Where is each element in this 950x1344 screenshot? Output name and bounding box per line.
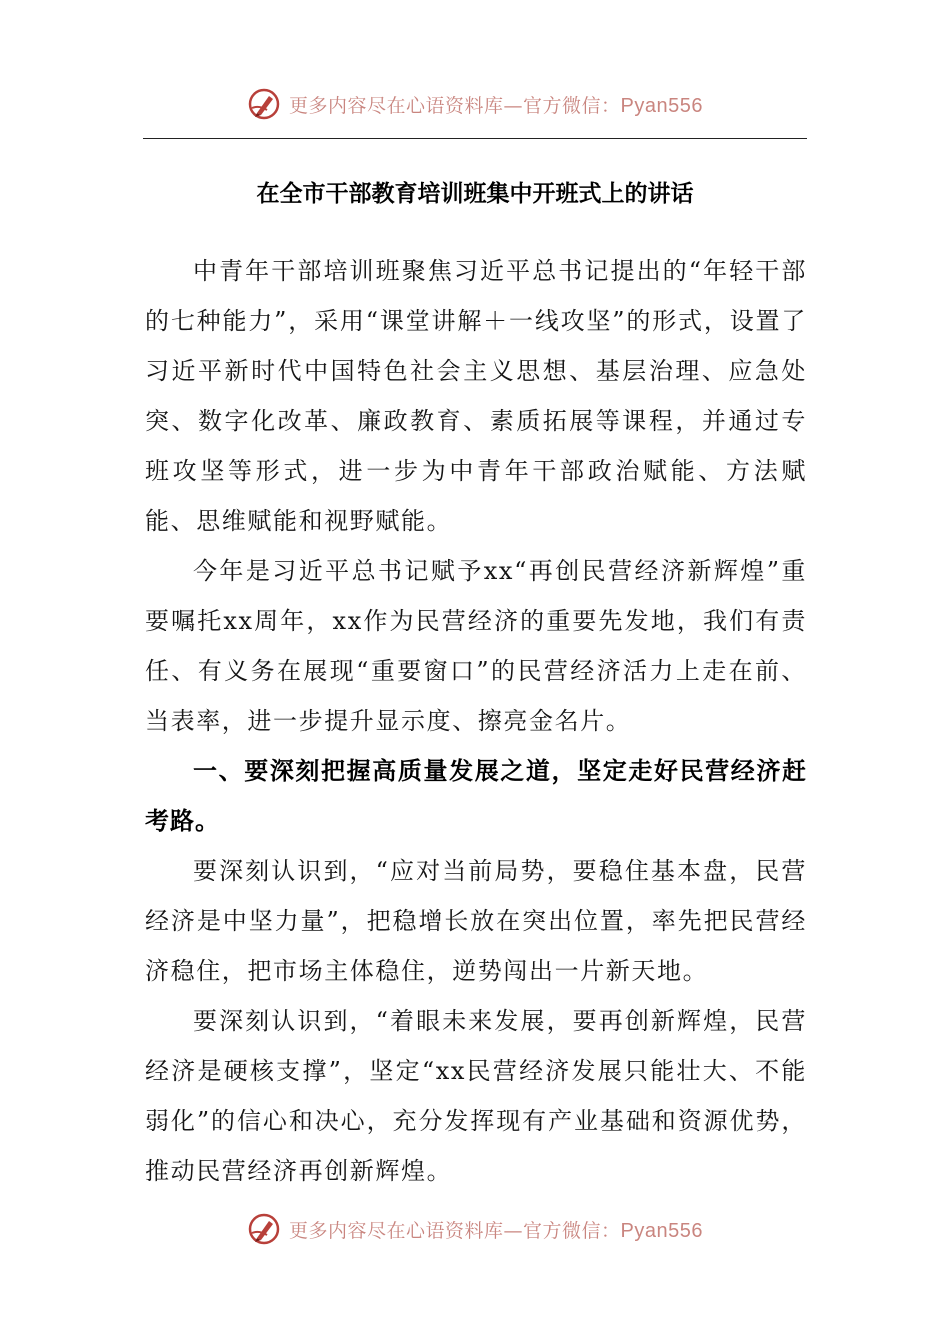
footer-watermark — [0, 1207, 950, 1251]
header-watermark — [0, 82, 950, 126]
watermark-text: 更多内容尽在心语资料库—官方微信：Pyan556 — [289, 1219, 703, 1242]
paragraph: 要深刻认识到，“应对当前局势，要稳住基本盘，民营经济是中坚力量”，把稳增长放在突出位置，率先把民营经济稳住，把市场主体稳住，逆势闯出一片新天地。 — [145, 857, 807, 985]
section-heading: 一、要深刻把握高质量发展之道，坚定走好民营经济赶考路。 — [145, 757, 807, 835]
document-title: 在全市干部教育培训班集中开班式上的讲话 — [256, 181, 694, 207]
paragraph: 要深刻认识到，“着眼未来发展，要再创新辉煌，民营经济是硬核支撑”，坚定“xx民营经济发展只能壮大、不能弱化”的信心和决心，充分发挥现有产业基础和资源优势，推动民营经济再创新辉煌。 — [145, 1007, 807, 1185]
wechat-id: Pyan556 — [620, 94, 703, 117]
document-body — [145, 246, 807, 1196]
header-divider — [143, 138, 807, 139]
paragraph: 今年是习近平总书记赋予xx“再创民营经济新辉煌”重要嘱托xx周年，xx作为民营经济的重要先发地，我们有责任、有义务在展现“重要窗口”的民营经济活力上走在前、当表率，进一步提升显示度、擦亮金名片。 — [145, 557, 807, 735]
pen-circle-icon — [247, 87, 281, 121]
wechat-id: Pyan556 — [620, 1219, 703, 1242]
watermark-text: 更多内容尽在心语资料库—官方微信：Pyan556 — [289, 94, 703, 117]
pen-circle-icon — [247, 1212, 281, 1246]
paragraph: 中青年干部培训班聚焦习近平总书记提出的“年轻干部的七种能力”，采用“课堂讲解＋一线攻坚”的形式，设置了习近平新时代中国特色社会主义思想、基层治理、应急处突、数字化改革、廉政教育、素质拓展等课程，并通过专班攻坚等形式，进一步为中青年干部政治赋能、方法赋能、思维赋能和视野赋能。 — [145, 257, 807, 535]
